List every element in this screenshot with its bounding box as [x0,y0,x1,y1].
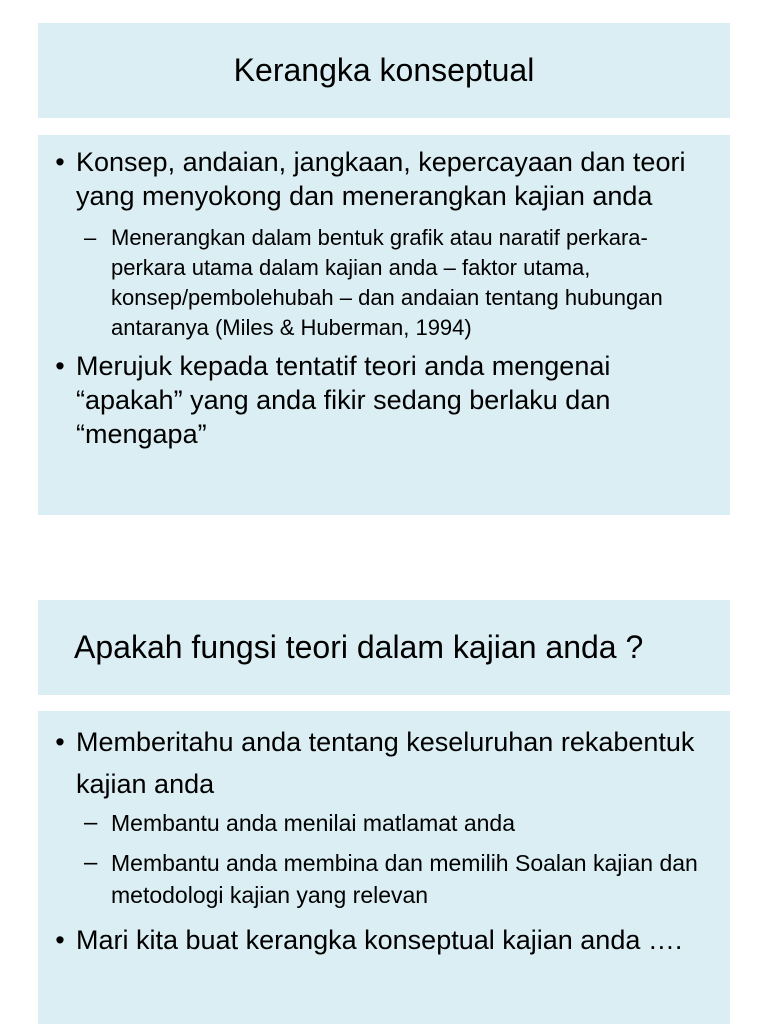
slide1-sub-bullet-1-text: Menerangkan dalam bentuk grafik atau naratif perkara-perkara utama dalam kajian anda – faktor utama, konsep/pembolehubah – dan andaian tentang hubungan antaranya (Miles & Huberman, 1994) [111,225,663,340]
slide2-content-box [38,711,730,1024]
slide1-title: Kerangka konseptual [233,51,535,88]
slide1-bullet-2-text: Merujuk kepada tentatif teori anda mengenai “apakah” yang anda fikir sedang berlaku dan “mengapa” [76,351,611,449]
slide1-sub-list [76,223,710,343]
slide2-title: Apakah fungsi teori dalam kajian anda ? [74,628,644,665]
bullet-marker: • [55,351,65,381]
slide2-bullet-1 [44,721,710,911]
slide1-bullet-list [44,145,710,451]
slide2-sub-bullet-1-text: Membantu anda menilai matlamat anda [111,810,516,836]
bullet-marker: • [55,925,65,955]
dash-marker: – [84,225,97,250]
dash-marker: – [84,849,98,876]
slide2-bullet-2-text: Mari kita buat kerangka konseptual kajian anda …. [76,925,683,955]
slide2-sub-list [76,807,710,911]
slide1-bullet-1-text: Konsep, andaian, jangkaan, kepercayaan dan teori yang menyokong dan menerangkan kajian anda [76,147,686,211]
slide2-sub-bullet-2 [76,847,710,911]
slide1-content-box [38,135,730,515]
slide1-bullet-1 [44,145,710,343]
slide2-bullet-list [44,721,710,961]
slide2-bullet-2 [44,919,710,961]
dash-marker: – [84,809,98,836]
slide1-bullet-2 [44,349,710,451]
slide2-sub-bullet-2-text: Membantu anda membina dan memilih Soalan kajian dan metodologi kajian yang relevan [111,850,698,908]
slide1-title-box [38,23,730,118]
bullet-marker: • [55,147,65,177]
slide2-sub-bullet-1 [76,807,710,839]
slide2-title-box [38,600,730,695]
bullet-marker: • [55,727,65,757]
slide2-bullet-1-text: Memberitahu anda tentang keseluruhan rekabentuk kajian anda [76,727,695,799]
slide1-sub-bullet-1 [76,223,710,343]
